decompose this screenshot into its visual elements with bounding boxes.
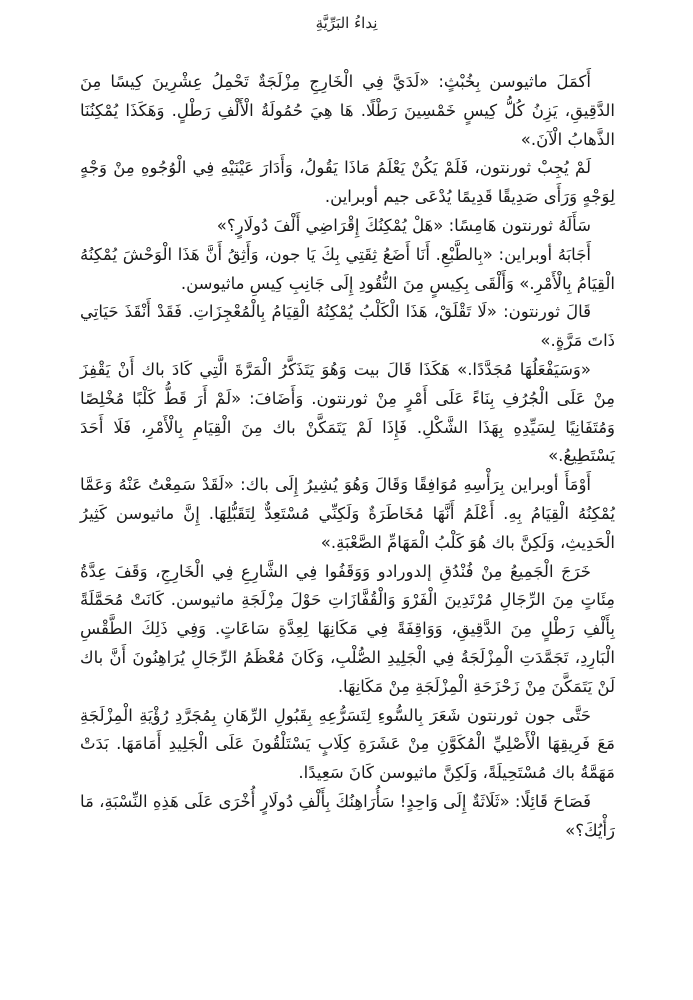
paragraph: أَكمَلَ ماثيوسن بِخُبْثٍ: «لَدَيَّ فِي الْخَارِجِ مِزْلَجَةٌ تَحْمِلُ عِشْرِينَ كِيسًا مِنَ الدَّقِيقِ، يَزِنُ كُلُّ كِيسٍ خَمْسِينَ رَطْلًا. هَا هِيَ حُمُولَةُ الْأَلْفِ رَطْلٍ. وَهَكَذَا يُمْكِنُنَا الذَّهابُ الْآنَ.» [80, 72, 615, 149]
running-header: نِداءُ البَرِّيَّةِ [315, 14, 378, 32]
paragraph: خَرَجَ الْجَمِيعُ مِنْ فُنْدُقِ إلدورادو وَوَقَفُوا فِي الشَّارِعِ فِي الْخَارِجِ، وَقَفَ عِدَّةُ مِئَاتٍ مِنَ الرِّجَالِ مُرْتَدِينَ الْفَرْوَ وَالْقُفَّازَاتِ حَوْلَ مِزْلَجَةِ ماثيوسن. كَانَتْ مُحَمَّلَةً بِأَلْفِ رَطْلٍ مِنَ الدَّقِيقِ، وَوَاقِفَةً فِي مَكَانِهَا لِعِدَّةِ سَاعَاتٍ. وَفِي ذَلِكَ الطَّقْسِ الْبَارِدِ، تَجَمَّدَتِ الْمِزْلَجَةُ فِي الْجَلِيدِ الصُّلْبِ، وَكَانَ مُعْظَمُ الرِّجَالِ يُرَاهِنُونَ أَنَّ باك لَنْ يَتَمَكَّنَ مِنْ زَحْزَحَةِ الْمِزْلَجَةِ مِنْ مَكَانِهَا. [80, 561, 615, 696]
paragraph: أَوْمَأَ أوبراين بِرَأْسِهِ مُوَافِقًا وَقَالَ وَهُوَ يُشِيرُ إِلَى باك: «لَقَدْ سَمِعْتُ عَنْهُ وَعَمَّا يُمْكِنُهُ الْقِيَامُ بِهِ. أَعْلَمُ أَنَّهَا مُخَاطَرَةٌ وَلَكِنِّي مُسْتَعِدٌّ لِتَقَبُّلِهَا. إِنَّ ماثيوسن كَثِيرُ الْحَدِيثِ، وَلَكِنَّ باك هُوَ كَلْبُ الْمَهَامِّ الصَّعْبَةِ.» [80, 475, 615, 552]
paragraph: قَالَ ثورنتون: «لَا تَقْلَقْ، هَذَا الْكَلْبُ يُمْكِنُهُ الْقِيَامُ بِالْمُعْجِزَاتِ. فَقَدْ أَنْقَذَ حَيَاتِي ذَاتَ مَرَّةٍ.» [80, 302, 615, 351]
paragraph: فَصَاحَ قَائِلًا: «ثَلَاثَةٌ إِلَى وَاحِدٍ! سَأُرَاهِنُكَ بِأَلْفِ دُولَارٍ أُخْرَى عَلَى هَذِهِ النِّسْبَةِ، مَا رَأْيُكَ؟» [80, 791, 615, 840]
paragraph: «وَسَيَفْعَلُهَا مُجَدَّدًا.» هَكَذَا قَالَ بيت وَهُوَ يَتَذَكَّرُ الْمَرَّةَ الَّتِي كَادَ باك أَنْ يَقْفِزَ مِنْ عَلَى الْجُرُفِ بِنَاءً عَلَى أَمْرٍ مِنْ ثورنتون. وَأَضَافَ: «لَمْ أَرَ قَطُّ كَلْبًا مُخْلِصًا وَمُتَفَانِيًا لِسَيِّدِهِ بِهَذَا الشَّكْلِ. فَإِذَا لَمْ يَتَمَكَّنْ باك مِنَ الْقِيَامِ بِالْأَمْرِ، فَلَا أَحَدَ يَسْتَطِيعُ.» [80, 359, 615, 466]
paragraph: لَمْ يُجِبْ ثورنتون، فَلَمْ يَكُنْ يَعْلَمُ مَاذَا يَقُولُ، وَأَدَارَ عَيْنَيْهِ فِي الْوُجُوهِ مِنْ وَجْهٍ لِوَجْهٍ وَرَأَى صَدِيقًا قَدِيمًا يُدْعَى جيم أوبراين. [80, 158, 615, 207]
paragraph: سَأَلَهُ ثورنتون هَامِسًا: «هَلْ يُمْكِنُكَ إِقْرَاضِي أَلْفَ دُولَارٍ؟» [216, 215, 591, 235]
body-text [80, 68, 615, 846]
paragraph: حَتَّى جون ثورنتون شَعَرَ بِالسُّوءِ لِتَسَرُّعِهِ بِقَبُولِ الرِّهَانِ بِمُجَرَّدِ رُؤْيَةِ الْمِزْلَجَةِ مَعَ فَرِيقِهَا الْأَصْلِيِّ الْمُكَوَّنِ مِنْ عَشَرَةِ كِلَابٍ يَسْتَلْقُونَ عَلَى الْجَلِيدِ أَمَامَهَا. بَدَتْ مَهَمَّةُ باك مُسْتَحِيلَةً، وَلَكِنَّ ماثيوسن كَانَ سَعِيدًا. [80, 705, 615, 783]
paragraph: أَجَابَهُ أوبراين: «بِالطَّبْعِ. أَنَا أَضَعُ ثِقَتِي بِكَ يَا جون، وَأَثِقُ أَنَّ هَذَا الْوَحْشَ يُمْكِنُهُ الْقِيَامُ بِالْأَمْرِ.» وَأَلْقَى بِكِيسٍ مِنَ النُّقُودِ إِلَى جَانِبِ كِيسِ ماثيوسن. [80, 244, 615, 293]
